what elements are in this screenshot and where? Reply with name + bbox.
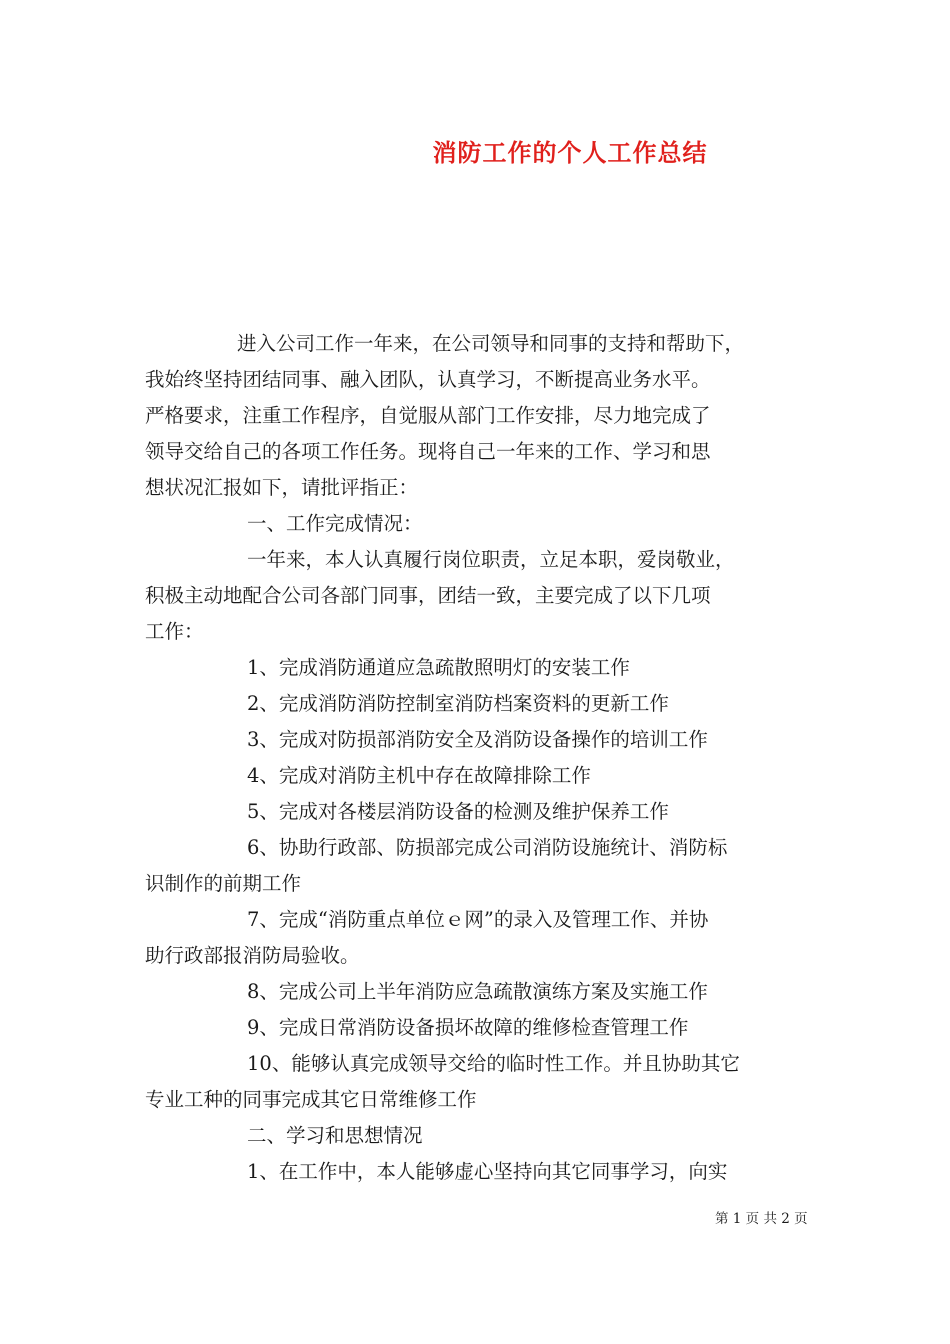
paragraph-line: 领导交给自己的各项工作任务。现将自己一年来的工作、学习和思 [145, 440, 711, 463]
paragraph-line: 积极主动地配合公司各部门同事，团结一致，主要完成了以下几项 [145, 584, 711, 607]
list-item: 3、完成对防损部消防安全及消防设备操作的培训工作 [247, 728, 708, 751]
paragraph-line: 1、在工作中，本人能够虚心坚持向其它同事学习，向实 [247, 1160, 728, 1183]
document-title: 消防工作的个人工作总结 [432, 139, 708, 167]
paragraph-line: 进入公司工作一年来，在公司领导和同事的支持和帮助下， [237, 332, 745, 355]
paragraph-line: 想状况汇报如下，请批评指正： [145, 476, 419, 499]
list-item: 10、能够认真完成领导交给的临时性工作。并且协助其它 [247, 1052, 740, 1075]
list-item: 4、完成对消防主机中存在故障排除工作 [247, 764, 591, 787]
list-item-continuation: 专业工种的同事完成其它日常维修工作 [145, 1088, 477, 1111]
list-item-continuation: 识制作的前期工作 [145, 872, 302, 895]
list-item-continuation: 助行政部报消防局验收。 [145, 944, 360, 967]
list-item: 7、完成“消防重点单位ｅ网”的录入及管理工作、并协 [247, 908, 709, 931]
paragraph-line: 我始终坚持团结同事、融入团队，认真学习，不断提高业务水平。 [145, 368, 711, 391]
paragraph-line: 工作： [145, 620, 204, 643]
list-item: 9、完成日常消防设备损坏故障的维修检查管理工作 [247, 1016, 689, 1039]
list-item: 1、完成消防通道应急疏散照明灯的安装工作 [247, 656, 630, 679]
page-number-footer: 第 1 页 共 2 页 [715, 1211, 808, 1227]
paragraph-line: 严格要求，注重工作程序，自觉服从部门工作安排，尽力地完成了 [145, 404, 711, 427]
document-body [145, 326, 811, 1190]
section-heading: 一、工作完成情况： [247, 512, 423, 535]
paragraph-line: 一年来，本人认真履行岗位职责，立足本职，爱岗敬业， [247, 548, 735, 571]
section-heading: 二、学习和思想情况 [247, 1124, 423, 1147]
list-item: 6、协助行政部、防损部完成公司消防设施统计、消防标 [247, 836, 728, 859]
list-item: 8、完成公司上半年消防应急疏散演练方案及实施工作 [247, 980, 708, 1003]
list-item: 5、完成对各楼层消防设备的检测及维护保养工作 [247, 800, 669, 823]
list-item: 2、完成消防消防控制室消防档案资料的更新工作 [247, 692, 669, 715]
